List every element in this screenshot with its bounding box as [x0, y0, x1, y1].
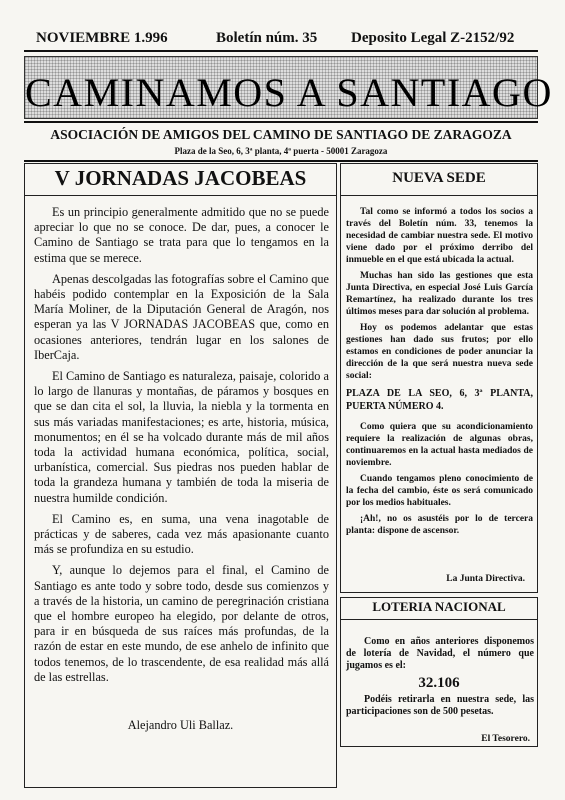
- paragraph: Hoy os podemos adelantar que estas gestiones han dado sus frutos; por ello estamos en condiciones de poder anunciar la dirección de la que será nuestra nueva sede social:: [346, 323, 533, 381]
- paragraph: Apenas descolgadas las fotografías sobre el Camino que habéis podido contemplar en la Exposición de la Sala María Moliner, de la Diputación General de Aragón, nos esperan ya las V JORNADAS JACOBEAS que, como en ocasiones anteriores, tendrán lugar en los salones de IberCaja.: [34, 271, 329, 362]
- lottery-title: LOTERIA NACIONAL: [372, 599, 506, 614]
- issue-number: Boletín núm. 35: [216, 30, 318, 46]
- lottery-signature: El Tesorero.: [481, 734, 530, 744]
- paragraph: Es un principio generalmente admitido que no se puede apreciar lo que no se conoce. De dar, pues, a conocer le Camino de Santiago se trata para que lo tengamos en la estima que se merece.: [34, 205, 329, 265]
- lottery-text-2: [346, 694, 534, 718]
- lottery-number: 32.106: [418, 675, 460, 691]
- paragraph: Tal como se informó a todos los socios a través del Boletín núm. 33, tenemos la necesidad de cambiar nuestra sede. El motivo viene dado por el próximo derribo del inmueble en el que está ubicada la actual.: [346, 207, 533, 265]
- paragraph: Y, aunque lo dejemos para el final, el Camino de Santiago es ante todo y sobre todo, desde sus comienzos y a través de la historia, un camino de peregrinación cristiana que el hombre europeo ha elegido, por delante de otros, para ir en búsqueda de sus raíces más profundas, de la razón de estar en este mundo, de ese anhelo de infinito que todos tenemos, de lo trascendente, de esa realidad más allá de las estrellas.: [34, 563, 329, 684]
- paragraph: Podéis retirarla en nuestra sede, las participaciones son de 500 pesetas.: [346, 694, 534, 717]
- divider: [24, 50, 538, 52]
- masthead: [24, 56, 553, 119]
- legal-deposit: Deposito Legal Z-2152/92: [351, 30, 515, 46]
- header-bar: [0, 30, 565, 50]
- side-article-body: [346, 206, 533, 541]
- divider: [340, 619, 538, 620]
- lottery-text: [346, 636, 534, 672]
- paragraph: El Camino es, en suma, una vena inagotable de prácticas y de saberes, cada vez más apasionante cuanto más se profundiza en su estudio.: [34, 511, 329, 557]
- divider: [24, 195, 337, 196]
- side-article-title: NUEVA SEDE: [392, 170, 486, 186]
- new-address: PLAZA DE LA SEO, 6, 3ª PLANTA, PUERTA NÚMERO 4.: [346, 388, 533, 412]
- paragraph: Cuando tengamos pleno conocimiento de la fecha del cambio, éste os será comunicado por los medios habituales.: [346, 474, 533, 508]
- divider: [340, 195, 538, 196]
- main-article-author: Alejandro Uli Ballaz.: [127, 718, 234, 732]
- paragraph: ¡Ah!, no os asustéis por lo de tercera planta: dispone de ascensor.: [346, 514, 533, 536]
- divider: [24, 121, 538, 123]
- paragraph: Muchas han sido las gestiones que esta Junta Directiva, en especial José Luis García Remartínez, ha realizado durante los tres últimos meses para dar solución al problema.: [346, 271, 533, 317]
- association-address: Plaza de la Seo, 6, 3ª planta, 4ª puerta - 50001 Zaragoza: [174, 146, 388, 156]
- issue-date: NOVIEMBRE 1.996: [36, 30, 168, 46]
- association-name: ASOCIACIÓN DE AMIGOS DEL CAMINO DE SANTIAGO DE ZARAGOZA: [50, 127, 512, 142]
- main-article-title: V JORNADAS JACOBEAS: [54, 166, 307, 190]
- main-article-body: [34, 205, 329, 691]
- paragraph: Como quiera que su acondicionamiento requiere la realización de algunas obras, continuaremos en la actual hasta mediados de noviembre.: [346, 422, 533, 468]
- paragraph: El Camino de Santiago es naturaleza, paisaje, colorido a lo largo de llanuras y montañas, de páramos y bosques en que se dan cita el sol, la lluvia, la niebla y la tormenta en sus más variadas manifestaciones; es arte, historia, música, monumentos; en él se ha volcado durante más de mil años toda la actividad humana económica, política, social, urbanística, comercial. Sus piedras nos pueden hablar de toda la grandeza humana y también de toda la miseria de nuestra humilde condición.: [34, 369, 329, 505]
- divider: [24, 160, 538, 162]
- side-article-signature: La Junta Directiva.: [446, 574, 525, 584]
- masthead-title: CAMINAMOS A SANTIAGO: [25, 70, 553, 115]
- paragraph: Como en años anteriores disponemos de lotería de Navidad, el número que jugamos es el:: [346, 636, 534, 671]
